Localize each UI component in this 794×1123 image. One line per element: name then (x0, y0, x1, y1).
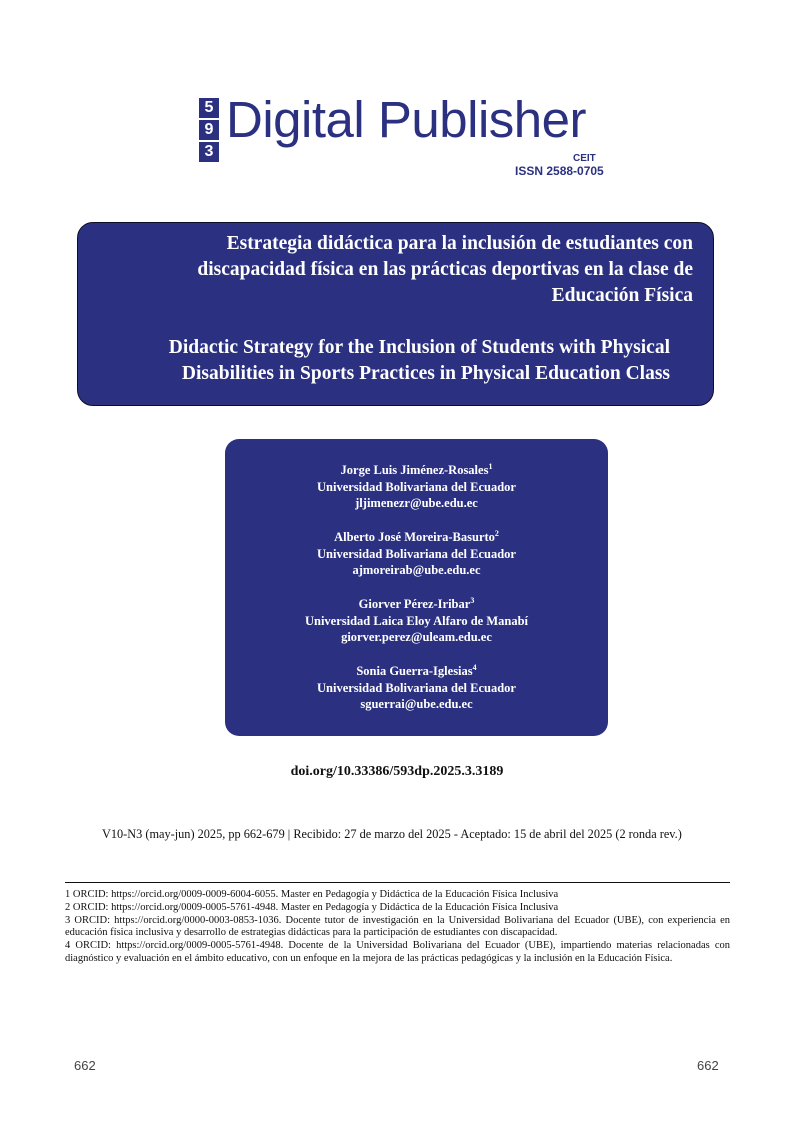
author-name: Giorver Pérez-Iribar$^3$ (358, 595, 475, 611)
author-affiliation: Universidad Laica Eloy Alfaro de Manabí (304, 613, 529, 628)
title-english-line: Disabilities in Sports Practices in Physical Education Class (181, 363, 670, 384)
logo-ceit: CEIT (573, 153, 596, 164)
author-affiliation: Universidad Bolivariana del Ecuador (317, 680, 516, 695)
author-name: Jorge Luis Jiménez-Rosales$^1$ (340, 461, 493, 477)
journal-logo (199, 91, 619, 182)
author-affiliation: Universidad Bolivariana del Ecuador (317, 546, 516, 561)
title-english (98, 335, 670, 387)
author-affiliation: Universidad Bolivariana del Ecuador (317, 479, 516, 494)
title-spanish-line: Estrategia didáctica para la inclusión de estudiantes con (226, 233, 693, 254)
doi-link[interactable]: doi.org/10.33386/593dp.2025.3.3189 (290, 764, 504, 779)
logo-digit: 9 (199, 120, 219, 140)
footnote: 3 ORCID: https://orcid.org/0000-0003-0853-1036. Docente tutor de investigación en la Universidad Bolivariana del Ecuador (UBE), con experiencia en educación física inclusiva y desarrollo de estrategias didácticas para la participación de estudiantes con discapacidad. (65, 914, 730, 939)
footnotes (65, 882, 730, 966)
footnote: 2 ORCID: https://orcid.org/0009-0005-5761-4948. Master en Pedagogía y Didáctica de la Educación Física Inclusiva (65, 901, 559, 913)
title-english-line: Didactic Strategy for the Inclusion of Students with Physical (168, 337, 670, 358)
logo-digit: 5 (199, 98, 219, 118)
author-email: ajmoreirab@ube.edu.ec (352, 563, 481, 578)
author-block (225, 529, 608, 579)
logo-digit: 3 (199, 142, 219, 162)
author-block (225, 462, 608, 512)
authors-box (225, 439, 608, 736)
publication-metadata: V10-N3 (may-jun) 2025, pp 662-679 | Recibido: 27 de marzo del 2025 - Aceptado: 15 de abril del 2025 (2 ronda rev.) (102, 827, 682, 841)
author-name: Sonia Guerra-Iglesias$^4$ (356, 662, 477, 678)
author-block (225, 596, 608, 646)
author-note: 2 (494, 528, 499, 538)
author-email: sguerrai@ube.edu.ec (360, 697, 473, 712)
issn: ISSN 2588-0705 (515, 164, 604, 178)
page-number-left: 662 (74, 1058, 96, 1073)
author-block (225, 663, 608, 713)
footnote: 1 ORCID: https://orcid.org/0009-0009-6004-6055. Master en Pedagogía y Didáctica de la Educación Física Inclusiva (65, 889, 559, 900)
author-note: 3 (470, 595, 475, 605)
page-number-right: 662 (697, 1058, 719, 1073)
logo-name: Digital Publisher (226, 91, 587, 148)
author-note: 4 (472, 662, 477, 672)
author-note: 1 (488, 461, 493, 471)
footnote: 4 ORCID: https://orcid.org/0009-0005-5761-4948. Docente de la Universidad Bolivariana del Ecuador (UBE), impartiendo materias relacionadas con diagnóstico y evaluación en el ámbito educativo, con un enfoque en la mejora de las prácticas pedagógicas y la inclusión en la Educación Física. (65, 940, 730, 964)
title-box (77, 222, 714, 406)
title-spanish-line: Educación Física (551, 285, 693, 306)
author-email: jljimenezr@ube.edu.ec (355, 496, 478, 511)
title-spanish (133, 231, 693, 309)
title-spanish-line: discapacidad física en las prácticas deportivas en la clase de (197, 259, 693, 280)
logo-digits (199, 98, 219, 164)
author-email: giorver.perez@uleam.edu.ec (341, 630, 492, 645)
author-name: Alberto José Moreira-Basurto$^2$ (334, 528, 499, 544)
